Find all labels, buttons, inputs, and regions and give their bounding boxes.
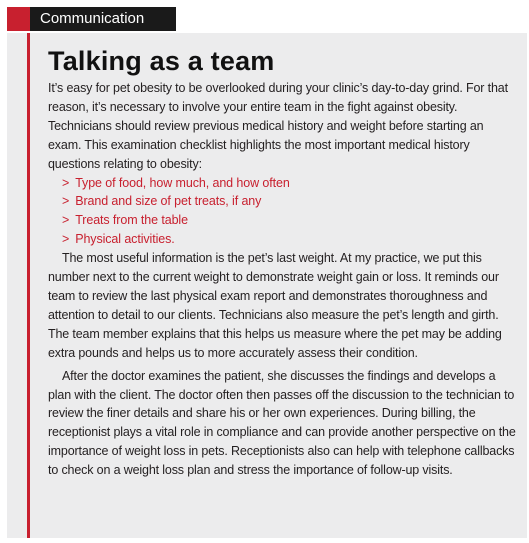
accent-rule [27,33,30,538]
list-item-text: Physical activities. [75,232,175,247]
list-item-text: Type of food, how much, and how often [75,175,290,190]
bullet-arrow-icon: > [62,194,70,209]
tag-accent-block [7,7,30,31]
intro-paragraph: It’s easy for pet obesity to be overlooked during your clinic’s day-to-day grind. For that reason, it’s necessary to involve your entire team in the fight against obesity. Technicians should review previous medical history and weight before starting an exam. This examination checklist highlights the most important medical history questions relating to obesity: [48,81,508,171]
checklist [48,174,520,250]
bullet-arrow-icon: > [62,213,70,228]
bullet-arrow-icon: > [62,232,70,247]
body-paragraph-2: The most useful information is the pet’s last weight. At my practice, we put this number next to the current weight to demonstrate weight gain or loss. It reminds our team to review the last physical exam report and demonstrates thoroughness and attention to detail to our clients. Technicians also measure the pet’s length and girth. The team member explains that this helps us measure where the pet may be adding extra pounds and helps us to more accurately assess their condition. [48,251,502,360]
section-tag [7,7,176,31]
article-content [48,45,520,480]
bullet-arrow-icon: > [62,175,70,190]
tag-label: Communication [30,7,176,31]
list-item [62,230,520,249]
list-item-text: Brand and size of pet treats, if any [75,194,262,209]
list-item [62,174,520,193]
list-item-text: Treats from the table [75,213,188,228]
list-item [62,211,520,230]
body-paragraph-3: After the doctor examines the patient, she discusses the findings and develops a plan with the client. The doctor often then passes off the discussion to the technician to review the finer details and share his or her own experiences. During billing, the receptionist plays a vital role in compliance and can provide another perspective on the importance of weight loss in pets. Receptionists also can help with telephone callbacks to check on a weight loss plan and stress the importance of follow-up visits. [48,368,516,478]
list-item [62,192,520,211]
article-title: Talking as a team [48,46,275,76]
